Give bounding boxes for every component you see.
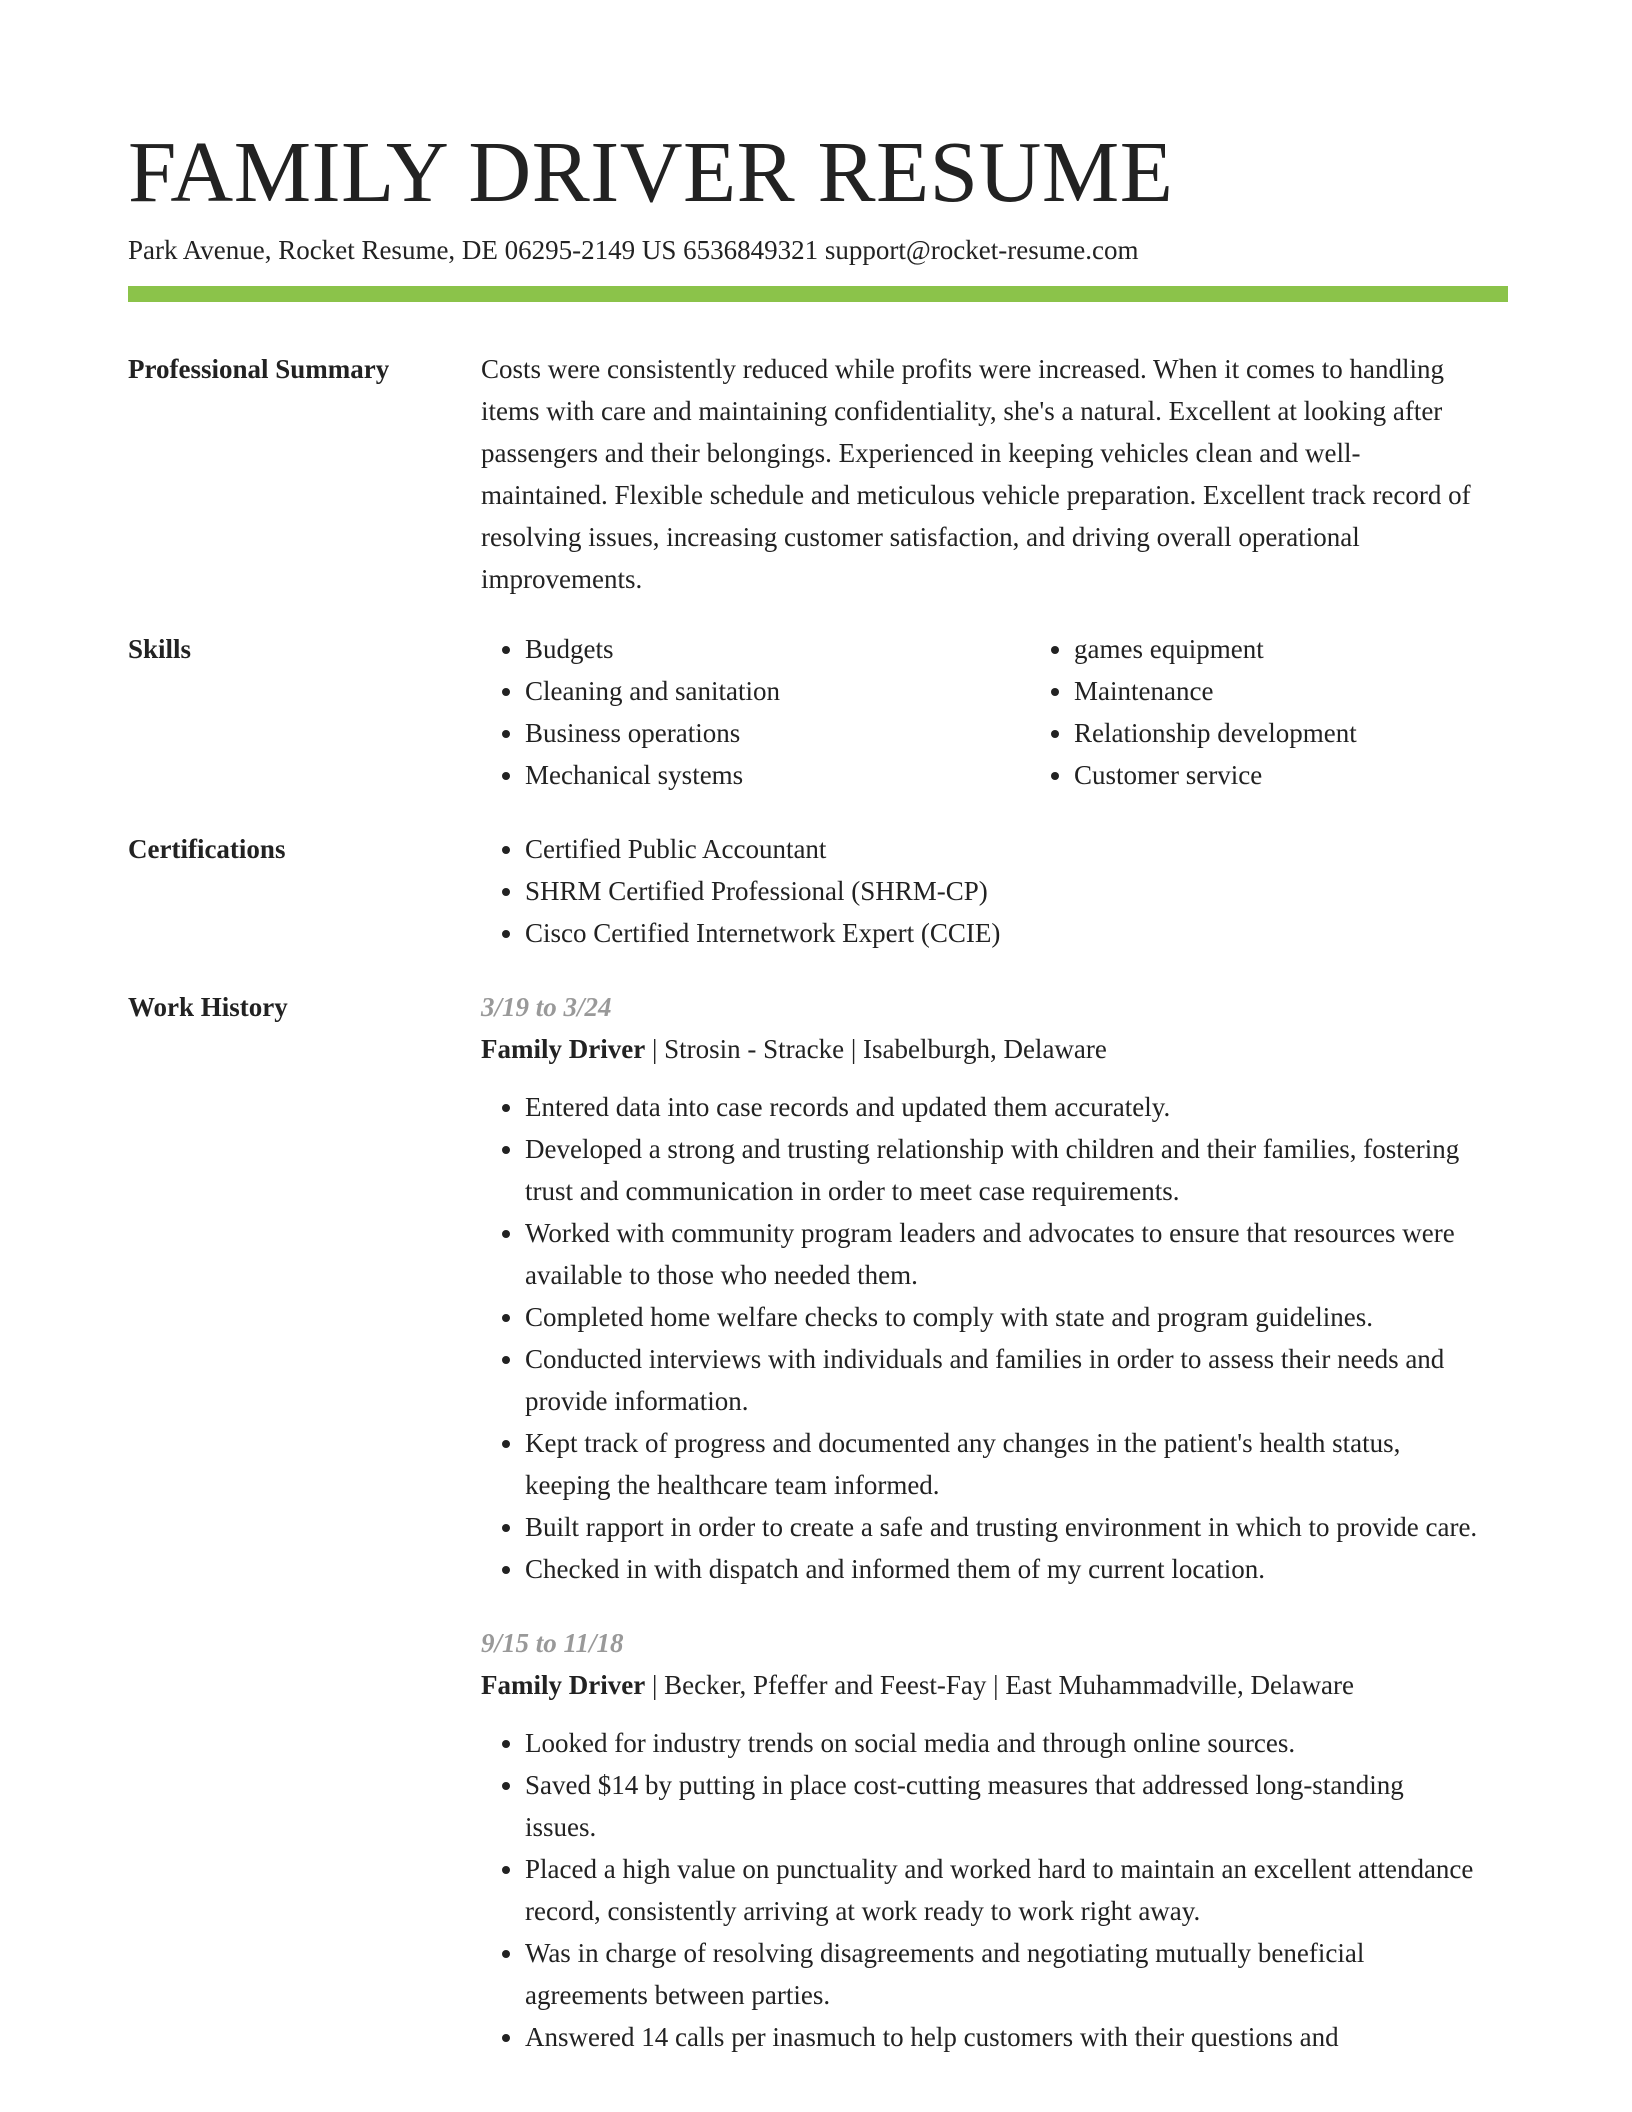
summary-text: Costs were consistently reduced while profits were increased. When it comes to handling items with care and maintaining confidentiality, she's a natural. Excellent at looking after passengers and their belongings. Experienced in keeping vehicles clean and well-maintained. Flexible schedule and meticulous vehicle preparation. Excellent track record of resolving issues, increasing customer satisfaction, and driving overall operational improvements. [481, 354, 1471, 594]
certifications-label: Certifications [128, 834, 286, 864]
job-heading [481, 1028, 1481, 1070]
job-dates: 9/15 to 11/18 [481, 1628, 624, 1658]
work-history-label: Work History [128, 992, 288, 1022]
job-bullet: • Checked in with dispatch and informed them of my current location. [525, 1548, 1481, 1590]
job-title: Family Driver [481, 1034, 646, 1064]
job-bullet: • Looked for industry trends on social media and through online sources. [525, 1722, 1481, 1764]
job-bullets [481, 1722, 1481, 2058]
skill-item: • Cleaning and sanitation [525, 670, 985, 712]
certifications-body [481, 828, 1481, 954]
skill-item: • games equipment [1074, 628, 1534, 670]
job-entry [481, 1622, 1481, 2058]
job-bullet: • Completed home welfare checks to comply with state and program guidelines. [525, 1296, 1481, 1338]
skills-label: Skills [128, 634, 192, 664]
contact-line: Park Avenue, Rocket Resume, DE 06295-2149 US 6536849321 support@rocket-resume.com [128, 235, 1139, 265]
job-bullet: • Developed a strong and trusting relationship with children and their families, fostering trust and communication in order to meet case requirements. [525, 1128, 1481, 1212]
certifications-list [481, 828, 1481, 954]
skill-item: • Maintenance [1074, 670, 1534, 712]
skills-body [481, 628, 1481, 796]
certification-item: • SHRM Certified Professional (SHRM-CP) [525, 870, 1481, 912]
summary-body [481, 348, 1481, 600]
job-details: | Becker, Pfeffer and Feest-Fay | East Muhammadville, Delaware [645, 1670, 1354, 1700]
resume-title: FAMILY DRIVER RESUME [128, 123, 1174, 220]
job-bullet: • Placed a high value on punctuality and worked hard to maintain an excellent attendance record, consistently arriving at work ready to work right away. [525, 1848, 1481, 1932]
skill-item: • Budgets [525, 628, 985, 670]
skills-list-left [481, 628, 985, 796]
job-title: Family Driver [481, 1670, 646, 1700]
job-bullet: • Saved $14 by putting in place cost-cutting measures that addressed long-standing issues. [525, 1764, 1481, 1848]
job-details: | Strosin - Stracke | Isabelburgh, Delaware [645, 1034, 1107, 1064]
job-bullet: • Kept track of progress and documented any changes in the patient's health status, keeping the healthcare team informed. [525, 1422, 1481, 1506]
skill-item: • Mechanical systems [525, 754, 985, 796]
job-bullet: • Was in charge of resolving disagreements and negotiating mutually beneficial agreements between parties. [525, 1932, 1481, 2016]
job-heading [481, 1664, 1481, 1706]
certification-item: • Cisco Certified Internetwork Expert (CCIE) [525, 912, 1481, 954]
job-bullet: • Built rapport in order to create a safe and trusting environment in which to provide care. [525, 1506, 1481, 1548]
skills-list-right [1030, 628, 1534, 796]
job-bullet: • Entered data into case records and updated them accurately. [525, 1086, 1481, 1128]
skill-item: • Customer service [1074, 754, 1534, 796]
certification-item: • Certified Public Accountant [525, 828, 1481, 870]
work-history-body [481, 986, 1481, 2090]
skill-item: • Business operations [525, 712, 985, 754]
accent-divider [128, 286, 1508, 302]
job-bullet: • Conducted interviews with individuals and families in order to assess their needs and provide information. [525, 1338, 1481, 1422]
summary-label: Professional Summary [128, 354, 390, 384]
job-bullet: • Answered 14 calls per inasmuch to help customers with their questions and [525, 2016, 1481, 2058]
job-bullet: • Worked with community program leaders and advocates to ensure that resources were available to those who needed them. [525, 1212, 1481, 1296]
job-bullets [481, 1086, 1481, 1590]
job-dates: 3/19 to 3/24 [481, 992, 612, 1022]
skill-item: • Relationship development [1074, 712, 1534, 754]
job-entry [481, 986, 1481, 1590]
